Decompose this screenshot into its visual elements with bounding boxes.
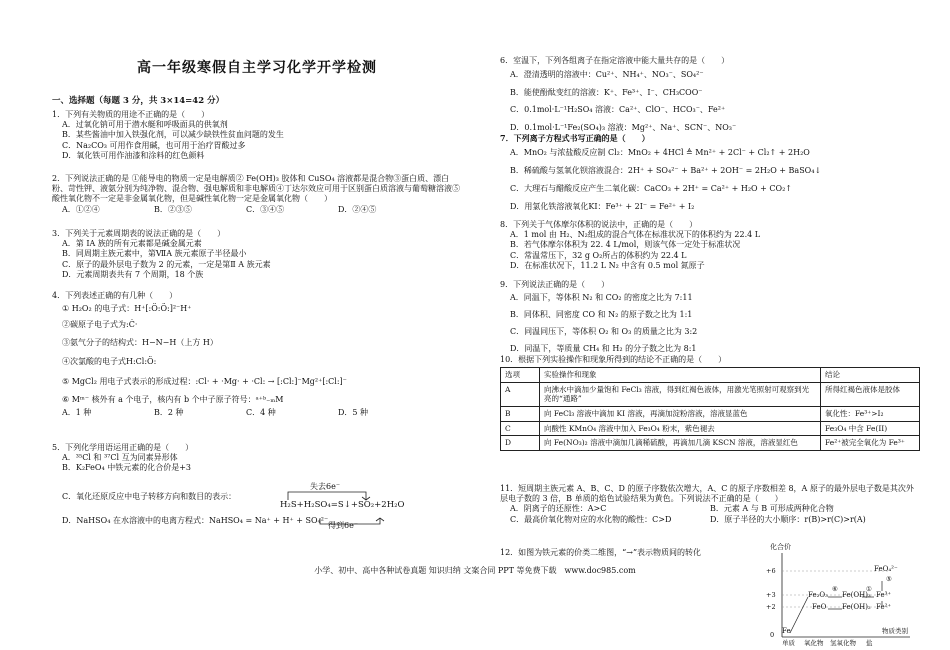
option: D．用氯化铁溶液氧化KI：Fe³⁺ + 2I⁻ = Fe²⁺ + I₂ xyxy=(510,201,695,211)
y-tick: +3 xyxy=(766,591,776,599)
question-8 xyxy=(500,220,920,271)
option: ③氨气分子的结构式：H−N−H（上方 H） xyxy=(62,338,218,348)
question-6 xyxy=(500,56,920,137)
option: B．2 种 xyxy=(154,408,184,418)
option: D．在标准状况下，11.2 L N₂ 中含有 0.5 mol 氮原子 xyxy=(510,260,705,270)
option: A．同温下，等体积 N₂ 和 CO₂ 的密度之比为 7:11 xyxy=(510,293,693,303)
option: A．³⁵Cl 和 ³⁷Cl 互为同素异形体 xyxy=(62,453,178,463)
option: ⑥ Mᵐ⁻ 核外有 a 个电子，核内有 b 个中子原子符号：ᵃ⁺ᵇ₋ₘM xyxy=(62,395,284,405)
option: A．澄清透明的溶液中：Cu²⁺、NH₄⁺、NO₃⁻、SO₄²⁻ xyxy=(510,70,704,80)
question-11 xyxy=(500,484,920,525)
option: C．③④⑤ xyxy=(246,204,285,214)
option: C．最高价氧化物对应的水化物的酸性：C>D xyxy=(510,514,672,524)
table-header: 结论 xyxy=(821,368,920,383)
question-stem: 8．下列关于气体摩尔体积的说法中，正确的是（ ） xyxy=(500,220,698,229)
option: ⑤ MgCl₂ 用电子式表示的形成过程：:Cl· + ·Mg· + ·Cl: → [:Cl:]⁻Mg²⁺[:Cl:]⁻ xyxy=(62,376,347,386)
question-stem: 11．短周期主族元素 A、B、C、D 的原子序数依次增大，A、C 的原子序数相差 8，A 原子的最外层电子数是其次外层电子数的 3 倍，B 单质的焰色试验结果为黄色。下列说法不正确的是（ ） xyxy=(500,484,914,504)
question-stem: 7．下列离子方程式书写正确的是（ ） xyxy=(500,133,650,143)
option: C．4 种 xyxy=(246,408,276,418)
option: C．同温同压下，等体积 O₂ 和 O₃ 的质量之比为 3:2 xyxy=(510,326,698,336)
redox-equation: H₂S+H₂SO₄=S↓+SO₂+2H₂O xyxy=(280,500,405,510)
table-cell: D xyxy=(501,436,540,451)
option: ① H₂O₂ 的电子式：H⁺[:Ö:Ö:]²⁻H⁺ xyxy=(62,304,192,314)
table-cell: A xyxy=(501,382,540,406)
species-label: Fe xyxy=(782,627,791,635)
table-row xyxy=(501,382,920,406)
option: C．常温常压下，32 g O₂所占的体积约为 22.4 L xyxy=(510,250,687,260)
y-tick: 0 xyxy=(770,631,775,639)
option: D．氧化铁可用作油漆和涂料的红色颜料 xyxy=(62,150,205,160)
arrow-number: ① xyxy=(866,585,872,593)
question-7 xyxy=(500,133,920,215)
arrow-number: ⑤ xyxy=(886,575,892,583)
option: A．过氧化钠可用于潜水艇和呼吸面具的供氧剂 xyxy=(62,120,228,130)
table-cell: Fe₃O₄ 中含 Fe(II) xyxy=(821,421,920,436)
table-cell: 向 FeCl₃ 溶液中滴加 KI 溶液，再滴加淀粉溶液，溶液显蓝色 xyxy=(540,407,821,422)
table-header: 实验操作和现象 xyxy=(540,368,821,383)
table-row xyxy=(501,436,920,451)
table-row xyxy=(501,407,920,422)
option: ④次氯酸的电子式H:Cl:Ö: xyxy=(62,357,157,367)
question-stem: 10．根据下列实验操作和现象所得到的结论不正确的是（ ） xyxy=(500,355,727,364)
species-label: Fe²⁺ xyxy=(876,603,892,611)
question-12 xyxy=(500,548,770,558)
option: C．原子的最外层电子数为 2 的元素，一定是第Ⅱ A 族元素 xyxy=(62,259,271,269)
option: C．大理石与醋酸反应产生二氧化碳：CaCO₃ + 2H⁺ = Ca²⁺ + H₂O + CO₂↑ xyxy=(510,184,792,194)
y-tick: +2 xyxy=(766,603,776,611)
option: D．原子半径的大小顺序：r(B)>r(C)>r(A) xyxy=(710,514,866,524)
species-label: FeO₄²⁻ xyxy=(874,565,898,573)
species-label: Fe₂O₃ xyxy=(808,591,828,599)
x-category-label: 氧化物 xyxy=(804,639,824,647)
option: ②碳原子电子式为:Ċ· xyxy=(62,320,138,330)
section-heading: 一、选择题（每题 3 分，共 3×14=42 分） xyxy=(52,96,225,106)
electron-gained-label: 得到6e⁻ xyxy=(328,521,359,530)
species-label: Fe³⁺ xyxy=(876,591,892,599)
option: B．某些酱油中加入铁强化剂，可以减少缺铁性贫血问题的发生 xyxy=(62,130,284,140)
x-axis-label: 物质类别 xyxy=(882,627,908,635)
y-axis-label: 化合价 xyxy=(770,543,791,551)
species-label: Fe(OH)₂ xyxy=(842,603,871,611)
x-category-label: 盐 xyxy=(866,639,873,647)
option: B．稀硫酸与氢氧化钡溶液混合：2H⁺ + SO₄²⁻ + Ba²⁺ + 2OH⁻ = 2H₂O + BaSO₄↓ xyxy=(510,166,822,176)
question-10 xyxy=(500,355,920,451)
table-cell: 向 Fe(NO₃)₂ 溶液中滴加几滴稀硫酸，再滴加几滴 KSCN 溶液，溶液显红色 xyxy=(540,436,821,451)
page-title: 高一年级寒假自主学习化学开学检测 xyxy=(137,60,377,76)
table-cell: 所得红褐色液体是胶体 xyxy=(821,382,920,406)
option: A．①②④ xyxy=(62,204,100,214)
x-category-label: 单质 xyxy=(782,639,795,647)
option: C．Na₂CO₃ 可用作食用碱，也可用于治疗胃酸过多 xyxy=(62,140,246,150)
option: A．阴离子的还原性：A>C xyxy=(510,504,607,514)
question-3 xyxy=(52,229,462,280)
option: B．同体积、同密度 CO 和 N₂ 的原子数之比为 1:1 xyxy=(510,310,693,320)
question-9 xyxy=(500,280,920,357)
question-stem: 5．下列化学用语运用正确的是（ ） xyxy=(52,443,194,452)
option: D．5 种 xyxy=(338,408,369,418)
option: B．若气体摩尔体积为 22. 4 L/mol，则该气体一定处于标准状况 xyxy=(510,240,741,250)
option: D．②④⑤ xyxy=(338,204,377,214)
arrow-number: ⑥ xyxy=(832,585,838,593)
table-row xyxy=(501,421,920,436)
table-cell: 向酸性 KMnO₄ 溶液中加入 Fe₃O₄ 粉末，紫色褪去 xyxy=(540,421,821,436)
electron-lost-label: 失去6e⁻ xyxy=(310,482,341,491)
option: D．0.1mol·L⁻¹Fe₂(SO₄)₃ 溶液：Mg²⁺、Na⁺、SCN⁻、NO₃⁻ xyxy=(510,123,737,133)
table-cell: Fe²⁺被完全氧化为 Fe³⁺ xyxy=(821,436,920,451)
option: A．1 种 xyxy=(62,408,92,418)
table-cell: 向沸水中滴加少量饱和 FeCl₃ 溶液，得到红褐色液体，用激光笔照射可观察到光亮的“通路” xyxy=(540,382,821,406)
option: B．同周期主族元素中，第ⅦA 族元素原子半径最小 xyxy=(62,249,247,259)
option: A．1 mol 由 H₂、N₂组成的混合气体在标准状况下的体积约为 22.4 L xyxy=(510,230,761,240)
option: B．②③⑤ xyxy=(154,204,192,214)
question-2 xyxy=(52,174,462,215)
option: B．K₂FeO₄ 中铁元素的化合价是+3 xyxy=(62,463,192,473)
species-label: FeO xyxy=(812,603,827,611)
option: B．元素 A 与 B 可形成两种化合物 xyxy=(710,504,834,514)
option: C．0.1mol·L⁻¹H₂SO₄ 溶液：Ca²⁺、ClO⁻、HCO₃⁻、Fe²⁺ xyxy=(510,105,726,115)
experiment-table xyxy=(500,367,920,451)
table-header: 选项 xyxy=(501,368,540,383)
question-4 xyxy=(52,291,462,419)
y-tick: +6 xyxy=(766,567,776,575)
table-header-row xyxy=(501,368,920,383)
table-cell: 氧化性：Fe³⁺>I₂ xyxy=(821,407,920,422)
option: D．同温下，等质量 CH₄ 和 H₂ 的分子数之比为 8:1 xyxy=(510,343,697,353)
option: B．能使酚酞变红的溶液：K⁺、Fe³⁺、I⁻、CH₃COO⁻ xyxy=(510,87,703,97)
page-footer: 小学、初中、高中各种试卷真题 知识归纳 文案合同 PPT 等免费下载 www.doc985.com xyxy=(314,566,636,575)
x-category-label: 氢氧化物 xyxy=(830,639,856,647)
table-cell: B xyxy=(501,407,540,422)
question-1 xyxy=(52,110,462,161)
question-stem: 3．下列关于元素周期表的说法正确的是（ ） xyxy=(52,229,226,238)
option: D．NaHSO₄ 在水溶液中的电离方程式：NaHSO₄ = Na⁺ + H⁺ + SO₄²⁻ xyxy=(62,515,329,525)
species-label: Fe(OH)₃ xyxy=(842,591,871,599)
question-stem: 12．如图为铁元素的价类二维图，“→”表示物质间的转化 xyxy=(500,548,702,557)
option: D．元素周期表共有 7 个周期，18 个族 xyxy=(62,269,204,279)
iron-valence-diagram xyxy=(766,543,920,647)
table-cell: C xyxy=(501,421,540,436)
option: C．氧化还原反应中电子转移方向和数目的表示： xyxy=(62,491,237,501)
question-stem: 9．下列说法正确的是（ ） xyxy=(500,280,610,289)
question-stem: 1．下列有关物质的用途不正确的是（ ） xyxy=(52,110,210,119)
option: A．第 IA 族的所有元素都是碱金属元素 xyxy=(62,239,202,249)
option: A．MnO₂ 与浓盐酸反应制 Cl₂：MnO₂ + 4HCl ≜ Mn²⁺ + 2Cl⁻ + Cl₂↑ + 2H₂O xyxy=(510,148,810,158)
electron-transfer-diagram xyxy=(280,482,470,530)
question-stem: 4．下列表述正确的有几种（ ） xyxy=(52,291,178,300)
question-stem: 6．室温下，下列各组离子在指定溶液中能大量共存的是（ ） xyxy=(500,56,730,65)
question-stem: 2．下列说法正确的是 ①能导电的物质一定是电解质② Fe(OH)₃ 胶体和 CuSO₄ 溶液都是混合物③蛋白质、漂白粉、苛性钾、液氨分别为纯净物、混合物、强电解质和非电解质④丁达尔效应可用于区别蛋白质溶液与葡萄糖溶液⑤酸性氧化物不一定是非金属氧化物，但是碱性氧化物一定是金属氧化物（ ） xyxy=(52,174,460,204)
